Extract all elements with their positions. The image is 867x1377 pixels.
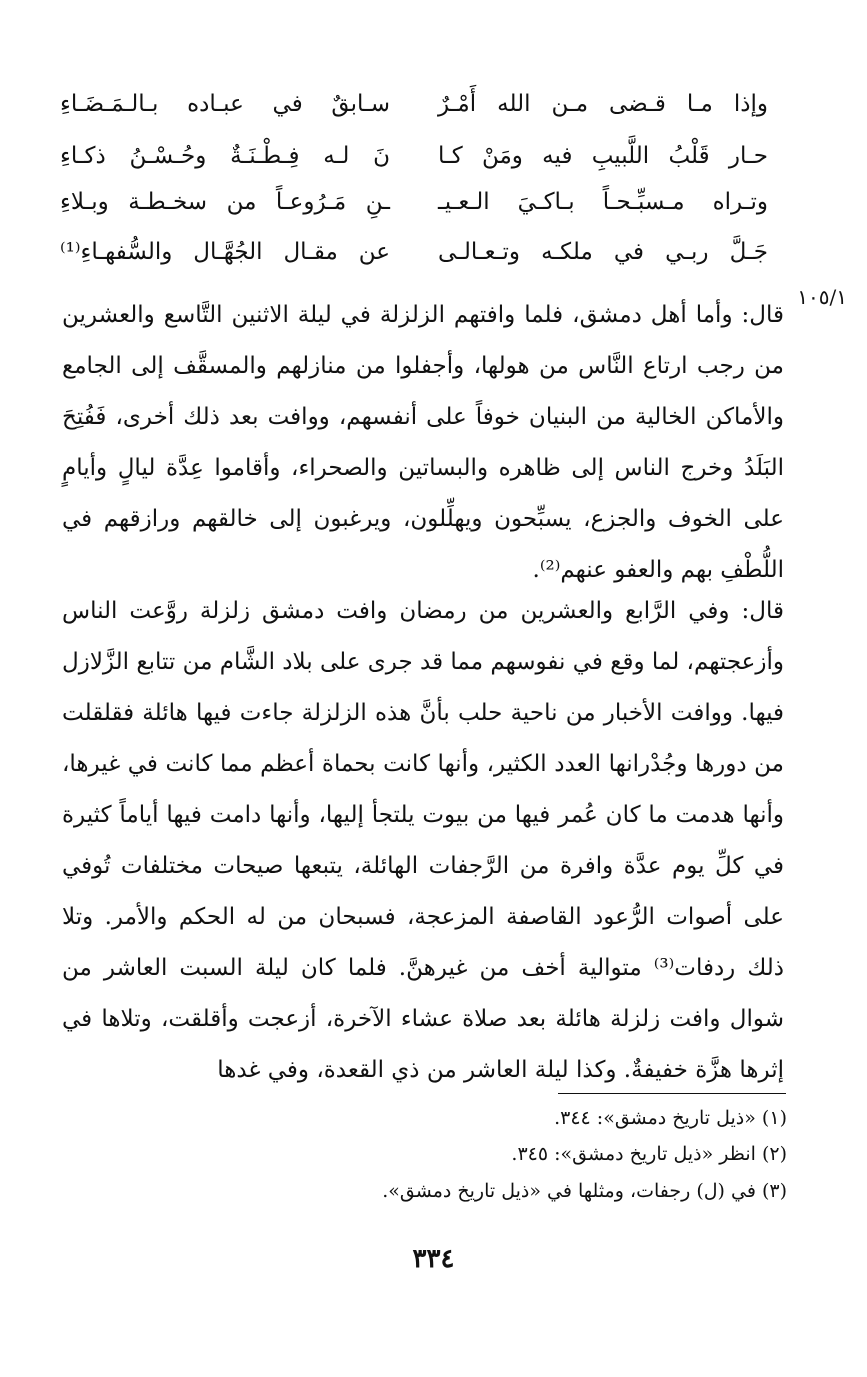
poem-verse bbox=[60, 88, 768, 120]
footnote: (٢) انظر «ذيل تاريخ دمشق»: ٣٤٥. bbox=[511, 1143, 787, 1165]
body-paragraph bbox=[62, 586, 784, 1096]
margin-manuscript-reference: ١٠٥/١ bbox=[797, 285, 847, 309]
page-number: ٣٣٤ bbox=[412, 1244, 455, 1274]
paragraph-text: وأما أهل دمشق، فلما وافتهم الزلزلة في ليلة الاثنين التَّاسع والعشرين من رجب ارتاع النَّاس من هولها، وأجفلوا من منازلهم والمسقَّف إلى الجامع والأماكن الخالية من البنيان خوفاً على أنفسهم، ووافت بعد ذلك أخرى، فَفُتِحَ البَلَدُ وخرج الناس إلى ظاهره والبساتين والصحراء، وأقاموا عِدَّة ليالٍ وأيامٍ على الخوف والجزع، يسبِّحون ويهلِّلون، ويرغبون إلى خالقهم ورازقهم في اللُّطْفِ بهم والعفو عنهم⁽²⁾. bbox=[62, 302, 784, 583]
verse-first-hemistich: حـار قَلْبُ اللَّبيبِ فيه ومَنْ كـا bbox=[438, 143, 768, 169]
body-paragraph bbox=[62, 290, 784, 596]
verse-first-hemistich: جَـلَّ ربـي في ملكـه وتـعـالـى bbox=[438, 239, 768, 265]
footnote: (٣) في (ل) رجفات، ومثلها في «ذيل تاريخ دمشق». bbox=[382, 1180, 787, 1202]
verse-first-hemistich: وتـراه مـسبِّـحـاً بـاكـيَ الـعـيـ bbox=[438, 189, 768, 215]
verse-first-hemistich: وإذا مـا قـضى مـن الله أَمْـرٌ bbox=[438, 91, 768, 117]
paragraph-text: وفي الرَّابع والعشرين من رمضان وافت دمشق زلزلة روَّعت الناس وأزعجتهم، لما وقع في نفوسهم مما قد جرى على بلاد الشَّام من تتابع الزَّلازل فيها. ووافت الأخبار من ناحية حلب بأنَّ هذه الزلزلة جاءت فيها هائلة فقلقلت من دورها وجُدْرانها العدد الكثير، وأنها كانت بحماة أعظم مما كانت في غيرها، وأنها هدمت ما كان عُمر فيها من بيوت يلتجأ إليها، وأنها دامت فيها أياماً كثيرة في كلِّ يوم عدَّة وافرة من الرَّجفات الهائلة، يتبعها صيحات مختلفات تُوفي على أصوات الرُّعود القاصفة المزعجة، فسبحان من له الحكم والأمر. وتلا ذلك ردفات⁽³⁾ متوالية أخف من غيرهنَّ. فلما كان ليلة السبت العاشر من شوال وافت زلزلة هائلة بعد صلاة عشاء الآخرة، أزعجت وأقلقت، وتلاها في إثرها هزَّة خفيفةٌ. وكذا ليلة العاشر من ذي القعدة، وفي غدها bbox=[62, 598, 784, 1083]
footnote-separator bbox=[558, 1093, 786, 1094]
footnote: (١) «ذيل تاريخ دمشق»: ٣٤٤. bbox=[554, 1107, 787, 1129]
verse-second-hemistich: عن مقـال الجُهَّـال والسُّفهـاءِ⁽¹⁾ bbox=[60, 239, 390, 265]
verse-second-hemistich: نَ لـه فِـطْـنَـةٌ وحُـسْـنُ ذكـاءِ bbox=[60, 143, 390, 169]
poem-verse bbox=[60, 236, 768, 268]
paragraph-label: قال: bbox=[741, 302, 784, 328]
verse-second-hemistich: ـنِ مَـرُوعـاً من سخـطـة وبـلاءِ bbox=[60, 189, 390, 215]
verse-second-hemistich: سـابقٌ في عبـاده بـالـمَـضَـاءِ bbox=[60, 91, 390, 117]
poem-verse bbox=[60, 140, 768, 172]
poem-verse bbox=[60, 186, 768, 218]
paragraph-label: قال: bbox=[741, 598, 784, 624]
